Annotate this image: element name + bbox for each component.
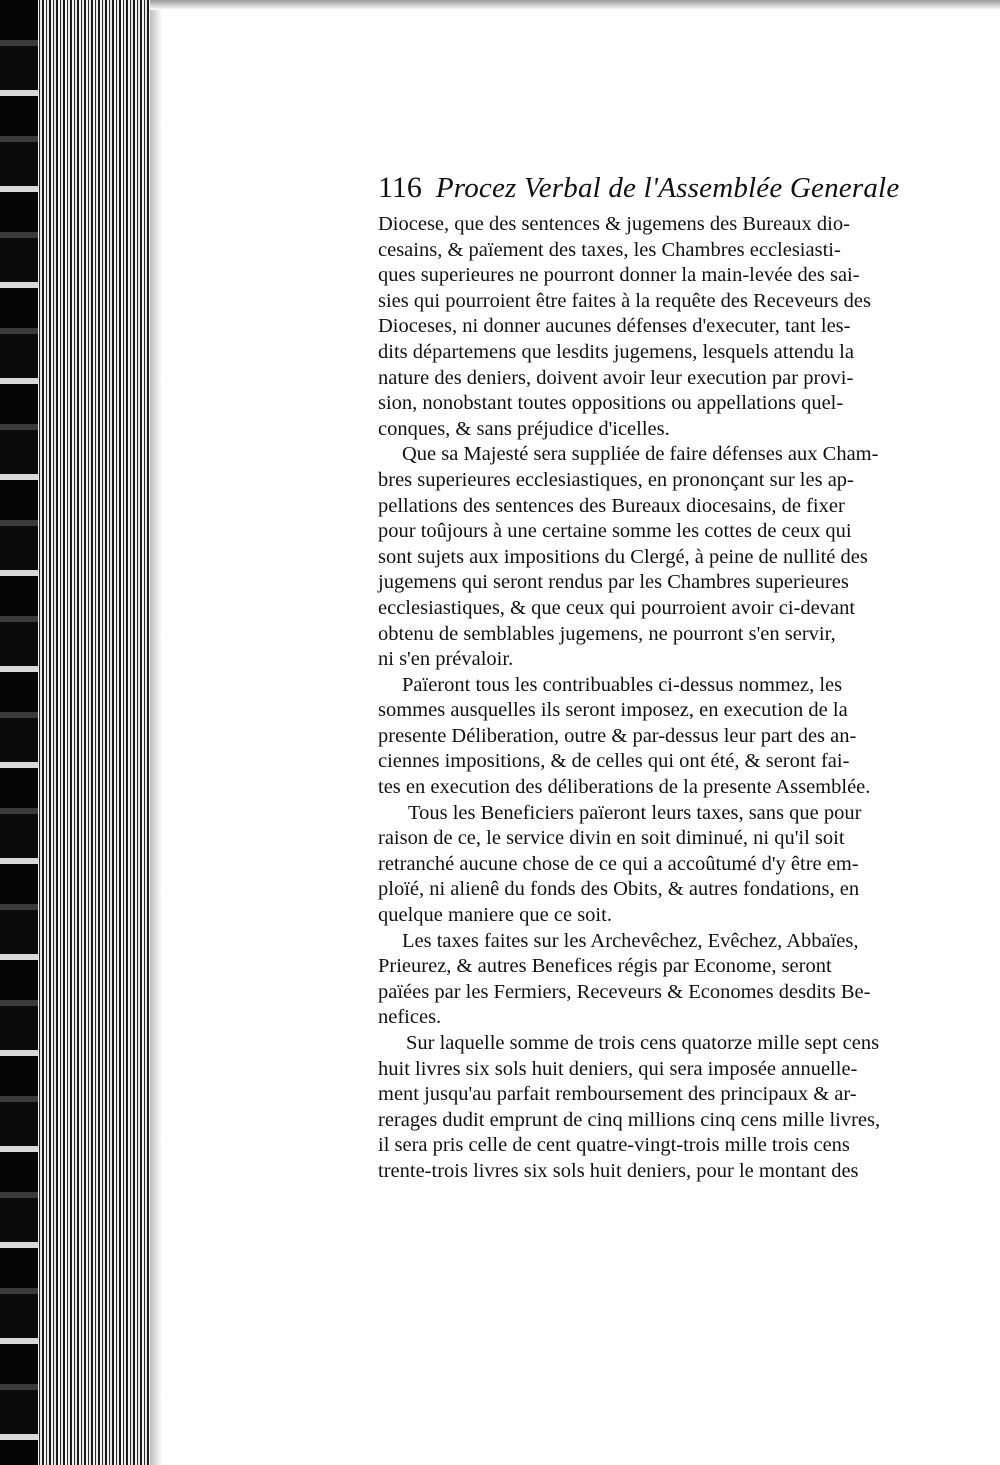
- text-line: païées par les Fermiers, Receveurs & Economes desdits Be-: [378, 980, 871, 1003]
- text-line: bres superieures ecclesiastiques, en prononçant sur les ap-: [378, 468, 854, 491]
- page-gutter-shade: [150, 0, 162, 1465]
- paragraph: [378, 673, 918, 801]
- paragraph: [378, 1031, 918, 1185]
- text-line: raison de ce, le service divin en soit diminué, ni qu'il soit: [378, 827, 845, 850]
- running-title: Procez Verbal de l'Assemblée Generale: [435, 172, 900, 204]
- text-line: ni s'en prévaloir.: [378, 648, 514, 671]
- text-line: huit livres six sols huit deniers, qui sera imposée annuelle-: [378, 1057, 858, 1080]
- text-line: Sur laquelle somme de trois cens quatorze mille sept cens: [406, 1032, 880, 1054]
- paragraph: [378, 442, 918, 672]
- text-line: Païeront tous les contribuables ci-dessus nommez, les: [402, 673, 843, 696]
- text-line: cesains, & païement des taxes, les Chambres ecclesiasti-: [378, 238, 841, 261]
- page-header: [378, 168, 918, 210]
- page-top-shade: [150, 0, 1000, 10]
- page-number: 116: [378, 171, 422, 204]
- paragraph: [378, 801, 918, 929]
- text-line: dits départemens que lesdits jugemens, lesquels attendu la: [378, 340, 854, 363]
- text-line: pour toûjours à une certaine somme les cottes de ceux qui: [378, 520, 852, 543]
- text-line: Dioceses, ni donner aucunes défenses d'executer, tant les-: [378, 315, 851, 338]
- text-line: Que sa Majesté sera suppliée de faire défenses aux Cham-: [402, 443, 879, 466]
- text-line: nature des deniers, doivent avoir leur execution par provi-: [378, 366, 854, 389]
- text-line: ciennes impositions, & de celles qui ont été, & seront fai-: [378, 750, 850, 773]
- text-line: sion, nonobstant toutes oppositions ou appellations quel-: [378, 392, 844, 415]
- text-line: tes en execution des déliberations de la presente Assemblée.: [378, 776, 871, 799]
- text-line: il sera pris celle de cent quatre-vingt-trois mille trois cens: [378, 1134, 850, 1157]
- text-line: Les taxes faites sur les Archevêchez, Evêchez, Abbaïes,: [402, 929, 859, 952]
- page-body-text: [378, 212, 918, 1185]
- text-line: sies qui pourroient être faites à la requête des Receveurs des: [378, 289, 871, 312]
- text-line: jugemens qui seront rendus par les Chambres superieures: [378, 571, 849, 594]
- text-line: ploïé, ni alienê du fonds des Obits, & autres fondations, en: [378, 878, 860, 901]
- book-binding-shadow: [0, 0, 38, 1465]
- text-line: conques, & sans préjudice d'icelles.: [378, 417, 670, 440]
- text-line: rerages dudit emprunt de cinq millions cinq cens mille livres,: [378, 1108, 881, 1131]
- text-line: sommes ausquelles ils seront imposez, en execution de la: [378, 699, 848, 722]
- text-line: pellations des sentences des Bureaux diocesains, de fixer: [378, 494, 845, 517]
- text-line: nefices.: [378, 1006, 442, 1029]
- paragraph: [378, 929, 918, 1031]
- text-line: quelque maniere que ce soit.: [378, 904, 612, 927]
- paragraph: [378, 212, 918, 442]
- text-line: retranché aucune chose de ce qui a accoûtumé d'y être em-: [378, 852, 859, 875]
- text-line: Tous les Beneficiers païeront leurs taxes, sans que pour: [408, 801, 862, 824]
- text-line: Prieurez, & autres Benefices régis par Econome, seront: [378, 955, 832, 978]
- printed-page: [378, 168, 918, 1185]
- text-line: obtenu de semblables jugemens, ne pourront s'en servir,: [378, 622, 836, 645]
- text-line: presente Déliberation, outre & par-dessus leur part des an-: [378, 724, 857, 747]
- text-line: ment jusqu'au parfait remboursement des principaux & ar-: [378, 1083, 857, 1106]
- text-line: sont sujets aux impositions du Clergé, à peine de nullité des: [378, 545, 868, 568]
- text-line: ecclesiastiques, & que ceux qui pourroient avoir ci-devant: [378, 596, 856, 619]
- text-line: Diocese, que des sentences & jugemens des Bureaux dio-: [378, 213, 850, 235]
- text-line: trente-trois livres six sols huit deniers, pour le montant des: [378, 1159, 859, 1182]
- text-line: ques superieures ne pourront donner la main-levée des sai-: [378, 264, 860, 287]
